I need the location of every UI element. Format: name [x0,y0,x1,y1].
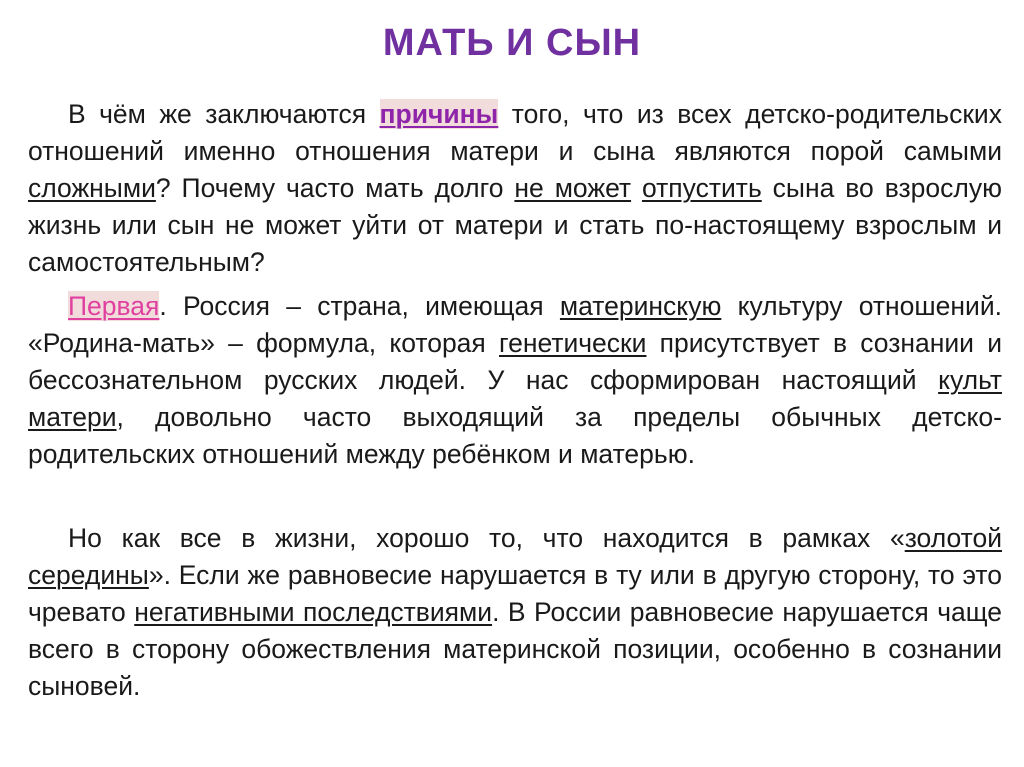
text-span: сына во взрослую жизнь или сын не может уйти от матери и стать по-настоящему взрослым и самостоятельным? [28,173,1002,277]
keyword-negativnymi-posledstviyami: негативными последствиями [134,597,493,627]
text-span: того, что из всех детско-родительских отношений именно отношения матери и сына являются порой самыми [28,99,1002,166]
keyword-otpustit: отпустить [642,173,762,203]
keyword-geneticheski: генетически [499,328,647,358]
text-span: присутствует в сознании и бессознательном русских людей. У нас сформирован настоящий [28,328,1002,395]
text-span [631,173,642,203]
keyword-kult-materi: культ матери [28,365,1002,432]
keyword-ne-mozhet: не может [514,173,632,203]
text-span: Но как все в жизни, хорошо то, что находится в рамках « [68,523,905,553]
keyword-serediny: середины [28,560,149,590]
text-span: . Россия – страна, имеющая [159,291,560,321]
slide-title: МАТЬ И СЫН [382,22,642,64]
keyword-slozhnymi: сложными [28,173,156,203]
text-span: , довольно часто выходящий за пределы обычных детско-родительских отношений между ребёнком и матерью. [28,402,1002,469]
text-span: ? Почему часто мать долго [155,173,515,203]
text-span: . В России равновесие нарушается чаще всего в сторону обожествления материнской позиции, особенно в сознании сыновей. [28,597,1002,701]
paragraph-first-reason [28,288,1002,473]
paragraph-intro [28,96,1002,281]
text-span: В чём же заключаются [68,99,380,129]
text-span: ». Если же равновесие нарушается в ту или в другую сторону, то это чревато [28,560,1002,627]
keyword-materinskuyu: материнскую [559,291,722,321]
paragraph-balance [28,520,1002,705]
keyword-pervaya: Первая [68,291,160,321]
text-span: культуру отношений. «Родина-мать» – формула, которая [28,291,1002,358]
keyword-zolotoy: золотой [904,523,1002,553]
keyword-prichiny: причины [379,99,499,129]
